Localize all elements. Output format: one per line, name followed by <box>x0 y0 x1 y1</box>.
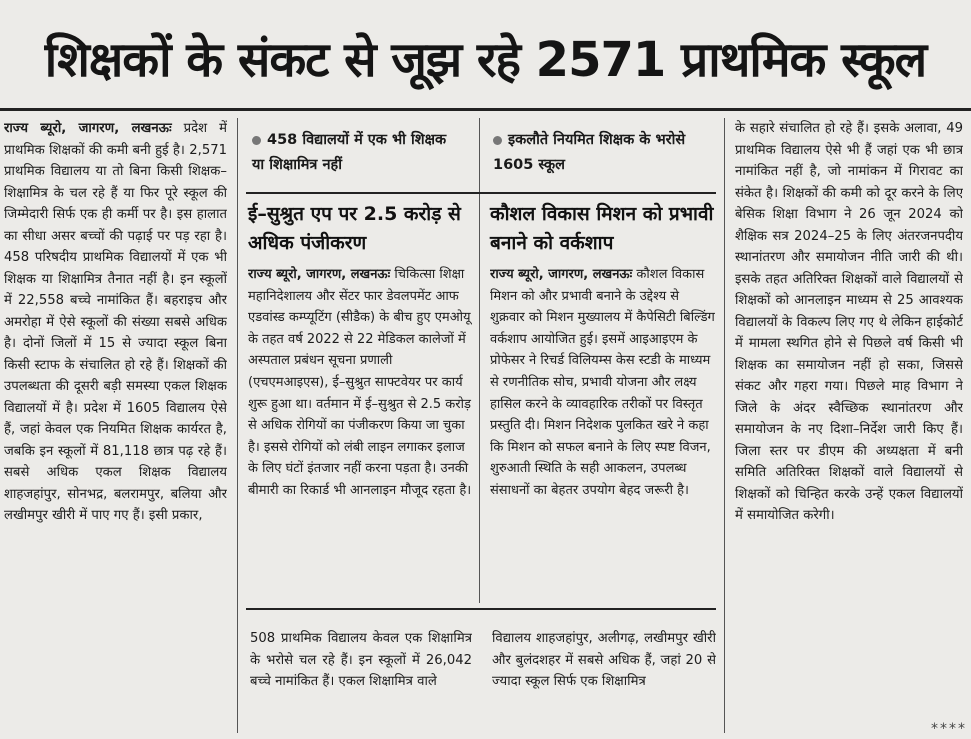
sidebar-1-dateline: राज्य ब्यूरो, जागरण, लखनऊः <box>248 267 391 282</box>
bottom-text-right: विद्यालय शाहजहांपुर, अलीगढ़, लखीमपुर खीरी और बुलंदशहर में सबसे अधिक हैं, जहां 20 से ज्यादा स्कूल सिर्फ एक शिक्षामित्र <box>492 631 716 689</box>
left-column-text: प्रदेश में प्राथमिक शिक्षकों की कमी बनी हुई है। 2,571 प्राथमिक विद्यालय या तो बिना किसी शिक्षक–शिक्षामित्र के चल रहे हैं या फिर पूरे स्कूल की जिम्मेदारी सिर्फ एक ही कर्मी पर है। इस हालात का सीधा असर बच्चों की पढ़ाई पर पड़ रहा है। 458 परिषदीय प्राथमिक विद्यालयों में एक भी शिक्षक या शिक्षामित्र तैनात नहीं है। इन स्कूलों में 22,558 बच्चे नामांकित हैं। बहराइच और अमरोहा में ऐसे स्कूलों की संख्या सबसे अधिक है। दोनों जिलों में 15 से ज्यादा स्कूल बिना किसी स्टाफ के संचालित हो रहे हैं। शिक्षकों की उपलब्धता की दूसरी बड़ी समस्या एकल शिक्षक विद्यालयों में है। प्रदेश में 1605 विद्यालय ऐसे हैं, जहां केवल एक नियमित शिक्षक कार्यरत है, जबकि इन स्कूलों में 81,118 छात्र पढ़ रहे हैं। सबसे अधिक एकल शिक्षक विद्यालय शाहजहांपुर, सोनभद्र, बलरामपुर, बलिया और लखीमपुर खीरी में पाए गए हैं। इसी प्रकार, <box>4 121 227 523</box>
sidebar-1-body <box>248 264 472 600</box>
highlight-1: 458 विद्यालयों में एक भी शिक्षक या शिक्षामित्र नहीं <box>252 132 447 173</box>
headline: शिक्षकों के संकट से जूझ रहे 2571 प्राथमिक स्कूल <box>44 32 927 88</box>
highlights-rule <box>246 192 716 194</box>
sidebar-1-text: चिकित्सा शिक्षा महानिदेशालय और सेंटर फार डेवलपमेंट आफ एडवांस्ड कम्प्यूटिंग (सीडैक) के बीच हुए एमओयू के तहत वर्ष 2022 से 22 मेडिकल कालेजों में अस्पताल प्रबंधन सूचना प्रणाली (एचएमआइएस), ई–सुश्रुत साफ्टवेयर पर कार्य शुरू हुआ था। वर्तमान में ई–सुश्रुत से 2.5 करोड़ से अधिक रोगियों का पंजीकरण किया जा चुका है। इससे रोगियों को लंबी लाइन लगाकर इलाज के लिए घंटों इंतजार नहीं करना पड़ता है। उनकी बीमारी का रिकार्ड भी आनलाइन मौजूद रहता है। <box>248 267 472 498</box>
left-column <box>4 118 227 733</box>
footer-mark: **** <box>931 721 967 737</box>
bullet-icon <box>493 136 502 145</box>
bullet-icon <box>252 136 261 145</box>
column-divider-left <box>237 118 238 733</box>
right-column-text: के सहारे संचालित हो रहे हैं। इसके अलावा, 49 प्राथमिक विद्यालय ऐसे भी हैं जहां एक भी छात्र नामांकित नहीं है, जो नामांकन में गिरावट का संकेत है। शिक्षकों की कमी को दूर करने के लिए बेसिक शिक्षा विभाग ने 26 जून 2024 को शैक्षिक सत्र 2024–25 के लिए अंतरजनपदीय स्थानांतरण और समायोजन नीति जारी की थी। इसके तहत अतिरिक्त शिक्षकों वाले विद्यालयों से शिक्षकों को आनलाइन माध्यम से 25 आवश्यक विद्यालयों के विकल्प लिए गए थे लेकिन हाईकोर्ट में मामला स्थगित होने से पिछले वर्ष किसी भी शिक्षक का समायोजन नहीं हो सका, जिससे संकट और गहरा गया। पिछले माह विभाग ने जिले के अंदर स्वैच्छिक स्थानांतरण और समायोजन के नए दिशा–निर्देश जारी किए हैं। जिला स्तर पर डीएम की अध्यक्षता में बनी समिति अतिरिक्त शिक्षकों वाले विद्यालयों से शिक्षकों को चिन्हित करके उन्हें एकल विद्यालयों में समायोजित करेगी। <box>735 121 963 523</box>
headline-rule <box>0 108 971 111</box>
bottom-text-left: 508 प्राथमिक विद्यालय केवल एक शिक्षामित्र के भरोसे चल रहे हैं। इन स्कूलों में 26,042 बच्चे नामांकित हैं। एकल शिक्षामित्र वाले <box>250 631 472 689</box>
column-divider-right <box>724 118 725 733</box>
highlight-2: इकलौते नियमित शिक्षक के भरोसे 1605 स्कूल <box>493 132 686 173</box>
sidebar-divider <box>479 118 480 603</box>
sidebar-bottom-rule <box>246 608 716 610</box>
sidebar-2-body <box>490 264 716 600</box>
sidebar-1-title: ई–सुश्रुत एप पर 2.5 करोड़ से अधिक पंजीकरण <box>248 203 461 254</box>
sidebar-2-dateline: राज्य ब्यूरो, जागरण, लखनऊः <box>490 267 633 282</box>
sidebar-2-title: कौशल विकास मिशन को प्रभावी बनाने को वर्कशाप <box>490 203 714 254</box>
sidebar-2-text: कौशल विकास मिशन को और प्रभावी बनाने के उद्देश्य से शुक्रवार को मिशन मुख्यालय में कैपेसिटी बिल्डिंग वर्कशाप आयोजित हुई। इसमें आइआइएम के प्रोफेसर ने रिचर्ड विलियम्स केस स्टडी के माध्यम से रणनीतिक सोच, प्रभावी योजना और लक्ष्य हासिल करने के व्यावहारिक तरीकों पर विस्तृत प्रस्तुति दी। मिशन निदेशक पुलकित खरे ने कहा कि मिशन को सफल बनाने के लिए स्पष्ट विजन, शुरुआती स्थिति के सही आकलन, उपलब्ध संसाधनों का बेहतर उपयोग बेहद जरूरी है। <box>490 267 715 498</box>
left-dateline: राज्य ब्यूरो, जागरण, लखनऊः <box>4 121 172 136</box>
